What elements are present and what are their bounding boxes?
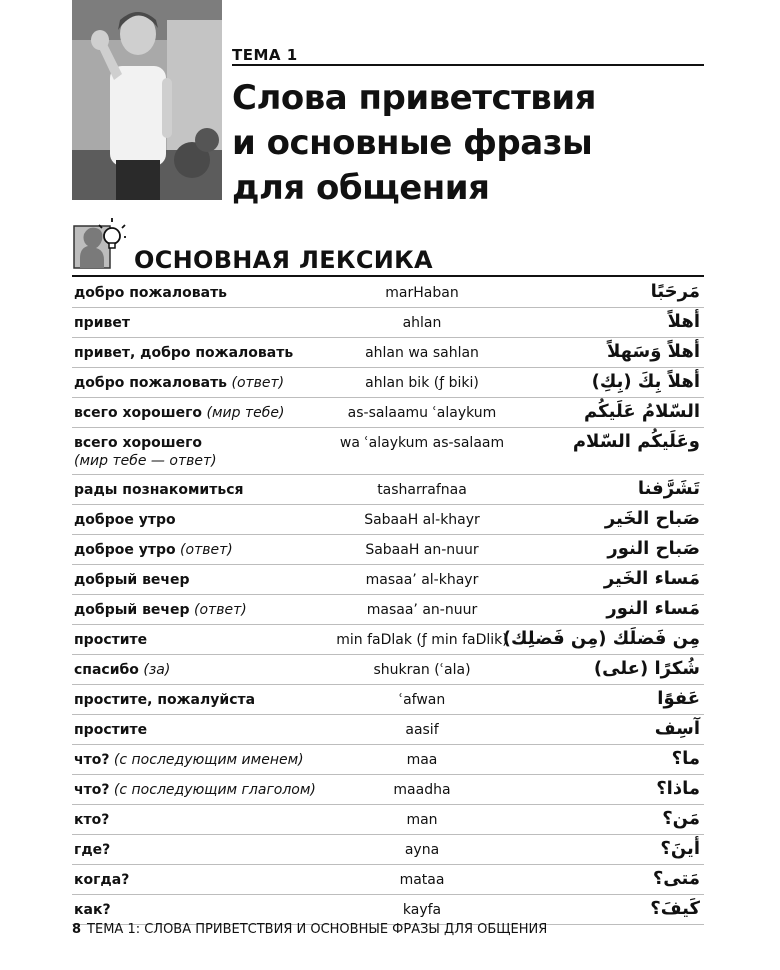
topic-label: ТЕМА 1 xyxy=(232,46,298,64)
arabic-term: مِن فَضلَك (مِن فَضلِك) xyxy=(502,628,700,649)
arabic-term: عَفوًا xyxy=(657,688,700,709)
vocab-row xyxy=(72,895,704,925)
vocab-row xyxy=(72,535,704,565)
topic-divider xyxy=(232,64,704,66)
page-number: 8 xyxy=(72,922,82,937)
vocab-row xyxy=(72,805,704,835)
transliteration: man xyxy=(406,812,438,828)
vocab-row xyxy=(72,278,704,308)
russian-term xyxy=(74,571,190,589)
russian-term xyxy=(74,284,227,302)
russian-term-main: привет, добро пожаловать xyxy=(74,345,294,361)
transliteration: SabaaH an-nuur xyxy=(365,542,479,558)
section-title: ОСНОВНАЯ ЛЕКСИКА xyxy=(134,246,433,274)
section-divider xyxy=(72,275,704,277)
transliteration: masaa’ an-nuur xyxy=(366,602,478,618)
russian-term-note: (ответ) xyxy=(194,602,247,618)
topic-photo xyxy=(72,0,222,200)
vocab-row xyxy=(72,475,704,505)
russian-term-main: простите, пожалуйста xyxy=(74,692,256,708)
russian-term xyxy=(74,511,176,529)
page-title xyxy=(232,76,596,211)
russian-term xyxy=(74,901,111,919)
transliteration: aasif xyxy=(405,722,439,738)
transliteration: masaa’ al-khayr xyxy=(365,572,479,588)
running-title: ТЕМА 1: СЛОВА ПРИВЕТСТВИЯ И ОСНОВНЫЕ ФРАЗЫ ДЛЯ ОБЩЕНИЯ xyxy=(87,922,548,937)
vocab-row xyxy=(72,398,704,428)
russian-term xyxy=(74,601,247,619)
russian-term-main: рады познакомиться xyxy=(74,482,244,498)
arabic-term: مَرحَبًا xyxy=(650,281,700,302)
vocab-row xyxy=(72,775,704,805)
russian-term-main: простите xyxy=(74,632,148,648)
russian-term-main: спасибо xyxy=(74,662,139,678)
russian-term-note: (мир тебе) xyxy=(206,405,285,421)
arabic-term: شُكرًا (على) xyxy=(593,658,700,679)
transliteration: mataa xyxy=(399,872,445,888)
vocab-row xyxy=(72,338,704,368)
transliteration: maadha xyxy=(393,782,451,798)
russian-term-note: (с последующим глаголом) xyxy=(113,782,316,798)
arabic-term: مَساء الخَير xyxy=(603,568,700,589)
vocab-row xyxy=(72,835,704,865)
russian-term xyxy=(74,691,255,709)
russian-term-main: привет xyxy=(74,315,130,331)
arabic-term: أهلاً بِكَ (بِكِ) xyxy=(591,371,700,392)
arabic-term: صَباح الخَير xyxy=(604,508,700,529)
page-title-line-2: и основные фразы xyxy=(232,123,593,163)
arabic-term: آسِف xyxy=(654,718,700,739)
arabic-term: مَن؟ xyxy=(662,808,700,829)
vocab-row xyxy=(72,595,704,625)
russian-term xyxy=(74,751,304,769)
vocab-row xyxy=(72,865,704,895)
russian-term xyxy=(74,344,293,362)
russian-term-main: доброе утро xyxy=(74,512,176,528)
lightbulb-head-icon xyxy=(72,218,126,270)
arabic-term: مَساء النور xyxy=(606,598,700,619)
transliteration: maa xyxy=(406,752,438,768)
transliteration: ʿafwan xyxy=(398,692,446,708)
russian-term-main: что? xyxy=(74,782,110,798)
transliteration: as-salaamu ʿalaykum xyxy=(347,405,497,421)
transliteration: ahlan xyxy=(402,315,442,331)
russian-term xyxy=(74,481,243,499)
russian-term-main: добро пожаловать xyxy=(74,285,228,301)
russian-term-note: (за) xyxy=(143,662,171,678)
russian-term-main: простите xyxy=(74,722,148,738)
russian-term-main: добрый вечер xyxy=(74,602,190,618)
vocab-row xyxy=(72,745,704,775)
vocab-row xyxy=(72,655,704,685)
page-footer xyxy=(72,922,547,937)
russian-term-note: (мир тебе — ответ) xyxy=(74,453,217,469)
arabic-term: السّلامُ عَلَيكُم xyxy=(584,401,700,422)
russian-term-main: что? xyxy=(74,752,110,768)
russian-term xyxy=(74,721,147,739)
arabic-term: أهلاً وَسَهلاً xyxy=(606,341,700,362)
arabic-term: ما؟ xyxy=(671,748,700,769)
vocab-row xyxy=(72,308,704,338)
transliteration: marHaban xyxy=(385,285,459,301)
arabic-term: أينَ؟ xyxy=(660,838,700,859)
vocab-row xyxy=(72,625,704,655)
arabic-term: تَشَرَّفنا xyxy=(637,478,700,499)
russian-term xyxy=(74,811,109,829)
vocab-row xyxy=(72,685,704,715)
russian-term xyxy=(74,404,284,422)
russian-term-main: доброе утро xyxy=(74,542,176,558)
transliteration: SabaaH al-khayr xyxy=(364,512,480,528)
russian-term xyxy=(74,841,110,859)
russian-term xyxy=(74,374,284,392)
russian-term-note: (с последующим именем) xyxy=(113,752,304,768)
arabic-term: وعَلَيكُم السّلام xyxy=(572,431,700,452)
russian-term xyxy=(74,781,316,799)
russian-term xyxy=(74,661,170,679)
russian-term-main: всего хорошего xyxy=(74,405,203,421)
transliteration: ayna xyxy=(404,842,440,858)
vocab-row xyxy=(72,715,704,745)
russian-term-main: как? xyxy=(74,902,111,918)
russian-term-note: (ответ) xyxy=(180,542,233,558)
russian-term-main: добрый вечер xyxy=(74,572,190,588)
russian-term-main: когда? xyxy=(74,872,130,888)
vocab-row xyxy=(72,565,704,595)
page-title-line-1: Слова приветствия xyxy=(232,78,596,118)
transliteration: shukran (ʿala) xyxy=(373,662,471,678)
russian-term-note: (ответ) xyxy=(231,375,285,391)
russian-term-main: кто? xyxy=(74,812,110,828)
russian-term xyxy=(74,631,147,649)
vocab-row xyxy=(72,505,704,535)
arabic-term: مَتى؟ xyxy=(652,868,700,889)
vocab-row xyxy=(72,368,704,398)
russian-term xyxy=(74,314,130,332)
russian-term-main: всего хорошего xyxy=(74,435,203,451)
vocab-row xyxy=(72,428,704,475)
russian-term-main: где? xyxy=(74,842,111,858)
vocabulary-table xyxy=(72,278,704,925)
transliteration: tasharrafnaa xyxy=(377,482,467,498)
arabic-term: صَباح النور xyxy=(607,538,700,559)
transliteration: ahlan bik (ƒ biki) xyxy=(365,375,479,391)
russian-term xyxy=(74,541,233,559)
transliteration: kayfa xyxy=(402,902,442,918)
transliteration: wa ʿalaykum as-salaam xyxy=(339,435,505,451)
russian-term xyxy=(74,871,129,889)
transliteration: ahlan wa sahlan xyxy=(365,345,479,361)
russian-term xyxy=(74,434,217,470)
arabic-term: كَيفَ؟ xyxy=(650,898,700,919)
arabic-term: أهلاً xyxy=(667,311,700,332)
russian-term-main: добро пожаловать xyxy=(74,375,228,391)
arabic-term: ماذا؟ xyxy=(656,778,700,799)
page-title-line-3: для общения xyxy=(232,168,490,208)
transliteration: min faDlak (ƒ min faDlik) xyxy=(336,632,508,648)
